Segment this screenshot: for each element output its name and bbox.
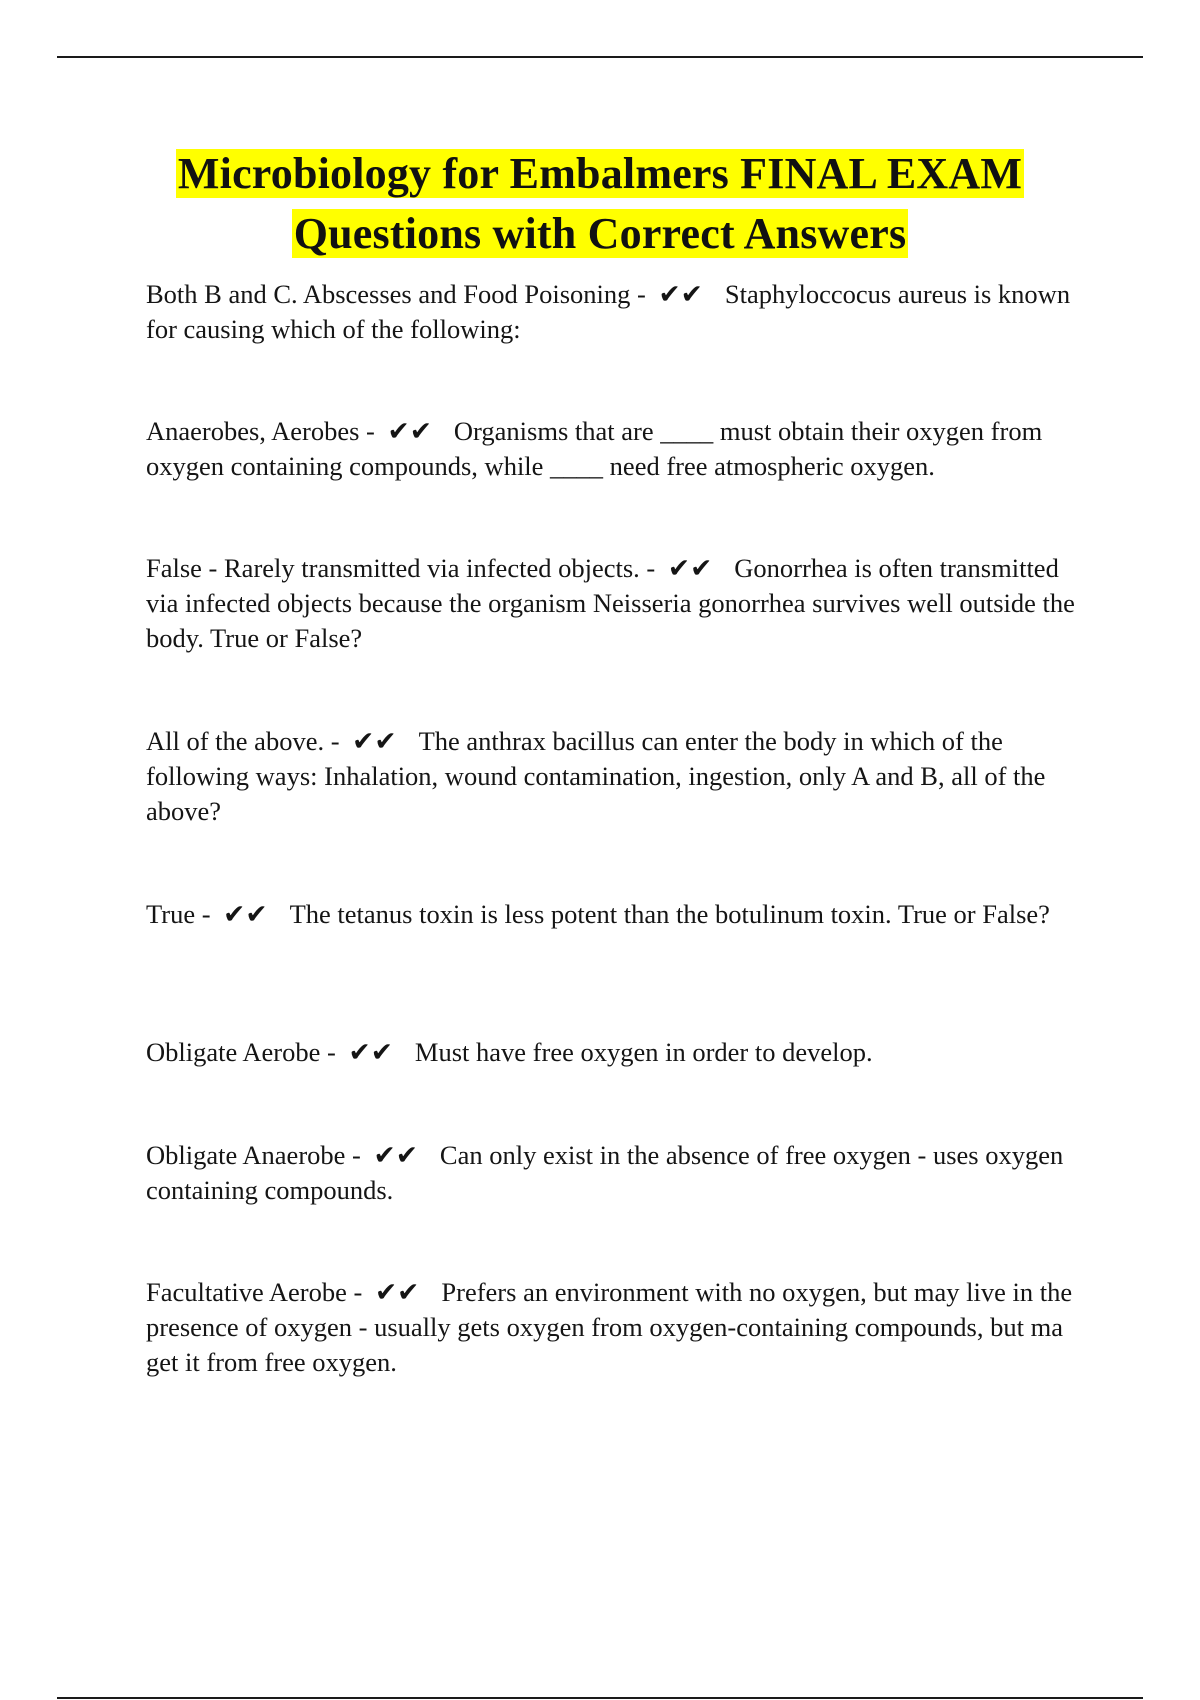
qa-item-6 bbox=[146, 1035, 1091, 1070]
qa-item-7 bbox=[146, 1138, 1091, 1208]
bottom-rule bbox=[57, 1697, 1143, 1699]
check-mark-icon: ✔✔ bbox=[374, 1277, 420, 1307]
check-mark-icon: ✔✔ bbox=[387, 416, 432, 446]
top-rule bbox=[57, 56, 1143, 58]
question-text: Gonorrhea is often transmitted via infected objects because the organism Neisseria gonorrhea survives well outside the body. True or False? bbox=[146, 553, 1075, 653]
separator: - bbox=[359, 416, 382, 446]
question-text: Prefers an environment with no oxygen, but may live in the presence of oxygen - usually gets oxygen from oxygen-containing compounds, but ma get it from free oxygen. bbox=[146, 1277, 1073, 1377]
check-mark-icon: ✔✔ bbox=[667, 553, 713, 583]
separator: - bbox=[195, 899, 218, 929]
check-mark-icon: ✔✔ bbox=[373, 1140, 418, 1170]
check-mark-icon: ✔✔ bbox=[352, 726, 397, 756]
separator: - bbox=[346, 1277, 369, 1307]
title-line-2: Questions with Correct Answers bbox=[293, 209, 907, 258]
question-text: The tetanus toxin is less potent than the botulinum toxin. True or False? bbox=[289, 899, 1050, 929]
check-mark-icon: ✔✔ bbox=[348, 1037, 393, 1067]
question-text: Can only exist in the absence of free oxygen - uses oxygen containing compounds. bbox=[146, 1140, 1064, 1205]
answer-text: Both B and C. Abscesses and Food Poisoning bbox=[146, 279, 631, 309]
answer-text: True bbox=[146, 899, 196, 929]
qa-item-8 bbox=[146, 1275, 1091, 1380]
separator: - bbox=[639, 553, 662, 583]
separator: - bbox=[324, 726, 347, 756]
title-line-1: Microbiology for Embalmers FINAL EXAM bbox=[177, 149, 1023, 198]
answer-text: Obligate Anaerobe bbox=[146, 1140, 346, 1170]
question-text: Must have free oxygen in order to develop. bbox=[414, 1037, 873, 1067]
question-text: Organisms that are ____ must obtain their oxygen from oxygen containing compounds, while ____ need free atmospheric oxygen. bbox=[146, 416, 1043, 481]
check-mark-icon: ✔✔ bbox=[223, 899, 268, 929]
separator: - bbox=[320, 1037, 343, 1067]
qa-item-3 bbox=[146, 551, 1091, 656]
qa-item-1 bbox=[146, 277, 1091, 347]
separator: - bbox=[345, 1140, 368, 1170]
page-title bbox=[100, 144, 1100, 264]
answer-text: All of the above. bbox=[146, 726, 325, 756]
answer-text: Anaerobes, Aerobes bbox=[146, 416, 360, 446]
question-text: The anthrax bacillus can enter the body in which of the following ways: Inhalation, wound contamination, ingestion, only A and B, all of the above? bbox=[146, 726, 1046, 826]
answer-text: False - Rarely transmitted via infected objects. bbox=[146, 553, 640, 583]
qa-item-5 bbox=[146, 897, 1091, 932]
answer-text: Obligate Aerobe bbox=[146, 1037, 321, 1067]
answer-text: Facultative Aerobe bbox=[146, 1277, 347, 1307]
check-mark-icon: ✔✔ bbox=[658, 279, 703, 309]
qa-item-4 bbox=[146, 724, 1091, 829]
qa-item-2 bbox=[146, 414, 1091, 484]
separator: - bbox=[630, 279, 653, 309]
question-text: Staphyloccocus aureus is known for causing which of the following: bbox=[146, 279, 1071, 344]
